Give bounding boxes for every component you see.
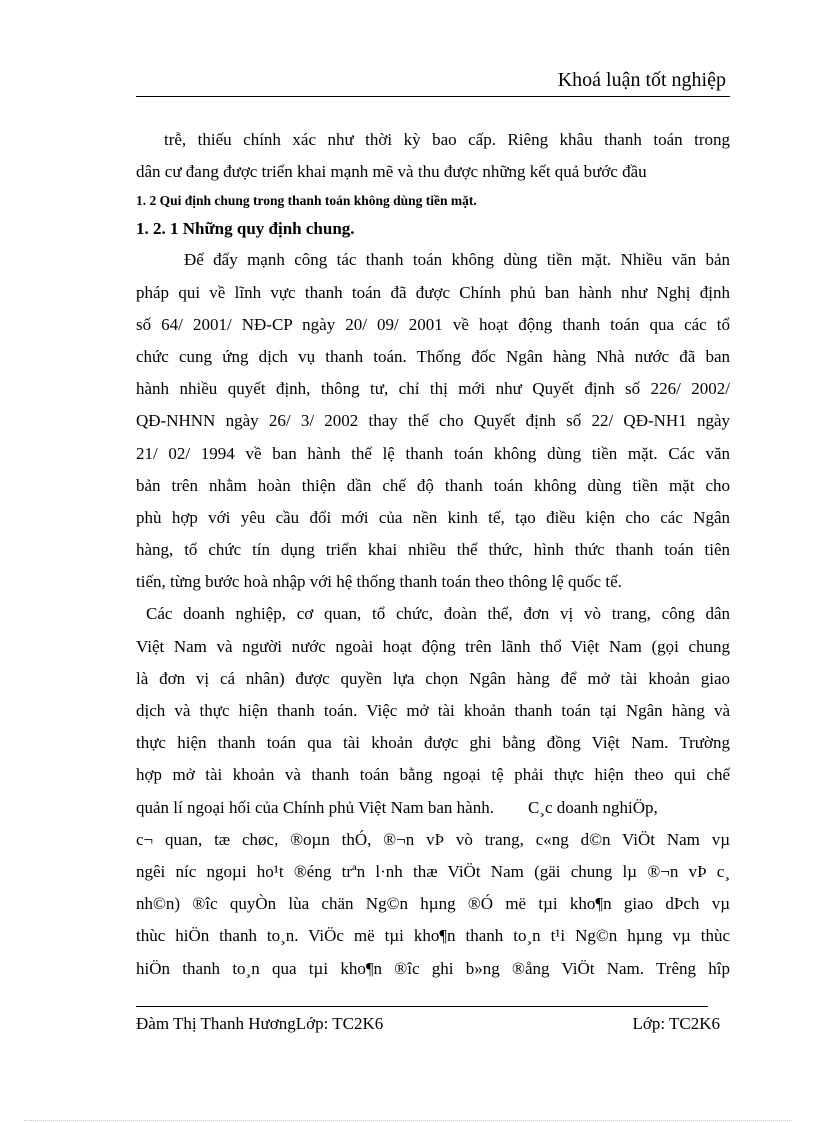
footer-author: Đàm Thị Thanh HươngLớp: TC2K6 xyxy=(136,1014,384,1033)
text-line: hành nhiều quyết định, thông tư, chỉ thị mới như Quyết định số 226/ 2002/ xyxy=(136,379,730,399)
text-line: chức cung ứng dịch vụ thanh toán. Thống đốc Ngân hàng Nhà nước đã ban xyxy=(136,346,730,366)
document-body xyxy=(136,124,730,985)
paragraph-1 xyxy=(136,124,730,188)
text-line: là đơn vị cá nhân) được quyền lựa chọn Ngân hàng để mở tài khoản giao xyxy=(136,668,730,688)
text-line: tiến, từng bước hoà nhập với hệ thống thanh toán theo thông lệ quốc tế. xyxy=(136,572,622,592)
text-line: hợp mở tài khoản và thanh toán bằng ngoại tệ phải thực hiện theo qui chế xyxy=(136,765,730,785)
text-line: thực hiện thanh toán qua tài khoản được ghi bằng đồng Việt Nam. Trường xyxy=(136,733,730,753)
page-bottom-edge xyxy=(24,1120,792,1121)
text-line: Việt Nam và người nước ngoài hoạt động trên lãnh thổ Việt Nam (gọi chung xyxy=(136,636,730,656)
text-line: hàng, tổ chức tín dụng triển khai nhiều thể thức, hình thức thanh toán tiên xyxy=(136,540,730,560)
text-line: pháp qui về lĩnh vực thanh toán đã được Chính phủ ban hành như Nghị định xyxy=(136,282,730,302)
text-line: 21/ 02/ 1994 về ban hành thể lệ thanh toán không dùng tiền mặt. Các văn xyxy=(136,443,730,463)
text-line: hiÖn thanh to¸n qua tµi kho¶n ®îc ghi b»ng ®ång ViÖt Nam. Trêng hîp xyxy=(136,958,730,978)
footer-divider xyxy=(136,1006,708,1007)
text-line: trễ, thiếu chính xác như thời kỳ bao cấp. Riêng khâu thanh toán trong xyxy=(164,130,730,149)
section-heading: 1. 2. 1 Những quy định chung. xyxy=(136,219,355,239)
text-line: Để đẩy mạnh công tác thanh toán không dùng tiền mặt. Nhiều văn bản xyxy=(184,250,730,270)
text-line: dân cư đang được triển khai mạnh mẽ và thu được những kết quả bước đầu xyxy=(136,162,647,182)
text-line: phù hợp với yêu cầu đổi mới của nền kinh tế, tạo điều kiện cho các Ngân xyxy=(136,507,730,527)
text-line: quản lí ngoại hối của Chính phủ Việt Nam ban hành. C¸c doanh nghiÖp, xyxy=(136,797,658,817)
text-line: QĐ-NHNN ngày 26/ 3/ 2002 thay thế cho Quyết định số 22/ QĐ-NH1 ngày xyxy=(136,411,730,431)
section-subheading: 1. 2 Qui định chung trong thanh toán không dùng tiền mặt. xyxy=(136,193,477,209)
text-line: số 64/ 2001/ NĐ-CP ngày 20/ 09/ 2001 về hoạt động thanh toán qua các tổ xyxy=(136,314,730,334)
text-line: thùc hiÖn thanh to¸n. ViÖc më tµi kho¶n thanh to¸n t¹i Ng©n hµng vµ thùc xyxy=(136,926,730,946)
page-header xyxy=(136,66,730,97)
paragraph-3 xyxy=(136,598,730,984)
footer-class: Lớp: TC2K6 xyxy=(632,1014,720,1033)
text-line: nh©n) ®îc quyÒn lùa chän Ng©n hµng ®Ó më tµi kho¶n giao dÞch vµ xyxy=(136,894,730,914)
text-line: bản trên nhằm hoàn thiện dần chế độ thanh toán không dùng tiền mặt cho xyxy=(136,475,730,495)
text-line: Các doanh nghiệp, cơ quan, tổ chức, đoàn thể, đơn vị vò trang, công dân xyxy=(146,604,730,624)
text-line: c¬ quan, tæ chøc, ®oµn thÓ, ®¬n vÞ vò trang, c«ng d©n ViÖt Nam vµ xyxy=(136,829,730,849)
text-line: ngêi níc ngoµi ho¹t ®éng trªn l·nh thæ ViÖt Nam (gäi chung lµ ®¬n vÞ c¸ xyxy=(136,861,730,881)
header-title: Khoá luận tốt nghiệp xyxy=(557,69,726,91)
paragraph-2 xyxy=(136,244,730,598)
text-line: dịch và thực hiện thanh toán. Việc mở tài khoản thanh toán tại Ngân hàng và xyxy=(136,701,730,720)
